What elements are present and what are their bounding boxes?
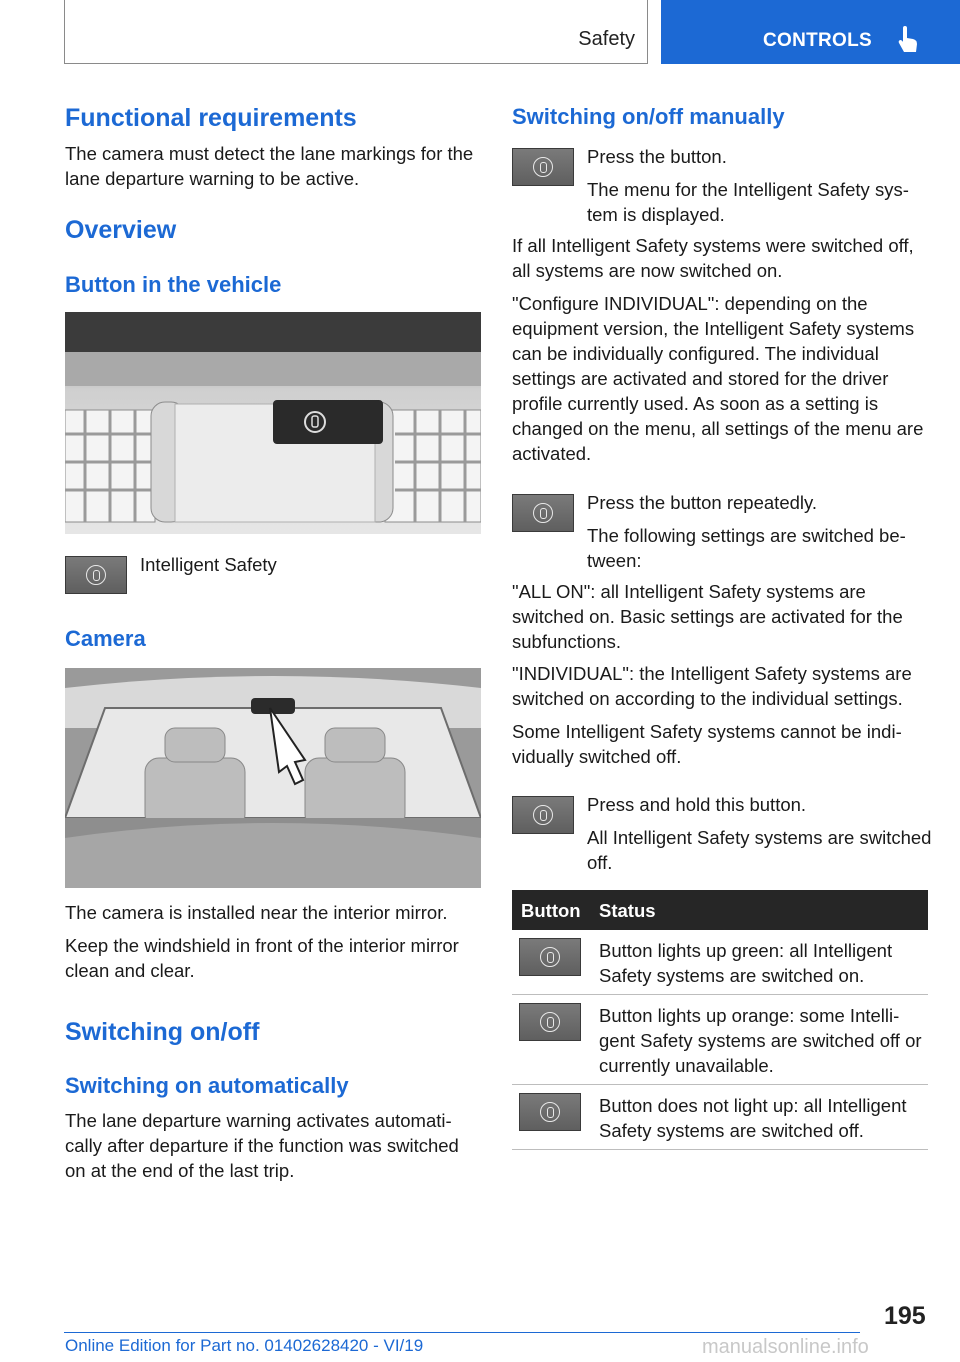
functional-requirements-text: The camera must detect the lane markings for the lane departure warning to be active. [65, 143, 474, 189]
configure-individual-text: "Configure INDIVIDUAL": depending on the equipment version, the Intelligent Safety systems can be individually configured. The individual settings are activated and stored for the driver profile currently used. As soon as a setting is changed on the menu, all settings of the menu are activated. [512, 293, 924, 464]
table-row [512, 995, 928, 1085]
table-row [512, 930, 928, 995]
intelligent-safety-button-icon [65, 556, 127, 594]
following-settings-text: The following settings are switched between: [587, 525, 906, 571]
status-text: Button lights up green: all Intelligent Safety systems are switched on. [599, 940, 893, 986]
column-header-status: Status [599, 900, 656, 921]
intelligent-safety-button-icon [519, 1003, 581, 1041]
pointing-hand-icon [897, 26, 919, 54]
all-on-text: "ALL ON": all Intelligent Safety systems are switched on. Basic settings are activated for the subfunctions. [512, 581, 903, 652]
some-cannot-text: Some Intelligent Safety systems cannot be individually switched off. [512, 721, 902, 767]
functional-requirements-heading: Functional requirements [65, 104, 357, 132]
intelligent-safety-button-icon [519, 1093, 581, 1131]
press-repeatedly-text: Press the button repeatedly. [587, 492, 818, 513]
menu-displayed-text: The menu for the Intelligent Safety system is displayed. [587, 179, 909, 225]
overview-heading: Overview [65, 216, 177, 244]
camera-text-installed: The camera is installed near the interior mirror. [65, 902, 448, 923]
camera-location-photo [65, 668, 481, 888]
status-text: Button does not light up: all Intelligent Safety systems are switched off. [599, 1095, 907, 1141]
section-title: Safety [578, 28, 635, 50]
intelligent-safety-button-icon [512, 494, 574, 532]
press-hold-text: Press and hold this button. [587, 794, 807, 815]
header-section-box [64, 0, 648, 64]
intelligent-safety-button-icon [512, 796, 574, 834]
edition-text: Online Edition for Part no. 01402628420 - VI/19 [65, 1336, 424, 1355]
switching-on-off-heading: Switching on/off [65, 1018, 260, 1046]
switching-on-automatically-text: The lane departure warning activates automatically after departure if the function was switched on at the end of the last trip. [65, 1110, 459, 1181]
intelligent-safety-label: Intelligent Safety [140, 554, 277, 575]
watermark: manualsonline.info [702, 1336, 869, 1358]
button-in-vehicle-heading: Button in the vehicle [65, 272, 282, 297]
table-row [512, 1085, 928, 1150]
button-status-table [512, 890, 928, 1150]
chapter-tab-label: CONTROLS [763, 30, 873, 51]
camera-heading: Camera [65, 626, 146, 651]
intelligent-safety-button-icon [519, 938, 581, 976]
switching-on-automatically-heading: Switching on automatically [65, 1073, 349, 1098]
all-switched-off-text: All Intelligent Safety systems are switched off. [587, 827, 932, 873]
status-text: Button lights up orange: some Intelligent Safety systems are switched off or currently unavailable. [599, 1005, 922, 1076]
column-header-button: Button [521, 900, 581, 921]
chapter-tab[interactable] [661, 0, 960, 64]
dashboard-button-photo [65, 312, 481, 534]
individual-text: "INDIVIDUAL": the Intelligent Safety systems are switched on according to the individual settings. [512, 663, 912, 709]
switching-manually-heading: Switching on/off manually [512, 104, 785, 129]
table-header [512, 890, 928, 930]
page-number: 195 [884, 1302, 926, 1330]
footer-divider [64, 1332, 860, 1333]
all-switched-on-text: If all Intelligent Safety systems were switched off, all systems are now switched on. [512, 235, 914, 281]
press-button-text: Press the button. [587, 146, 727, 167]
camera-text-keep-clean: Keep the windshield in front of the interior mirror clean and clear. [65, 935, 459, 981]
intelligent-safety-button-icon [512, 148, 574, 186]
